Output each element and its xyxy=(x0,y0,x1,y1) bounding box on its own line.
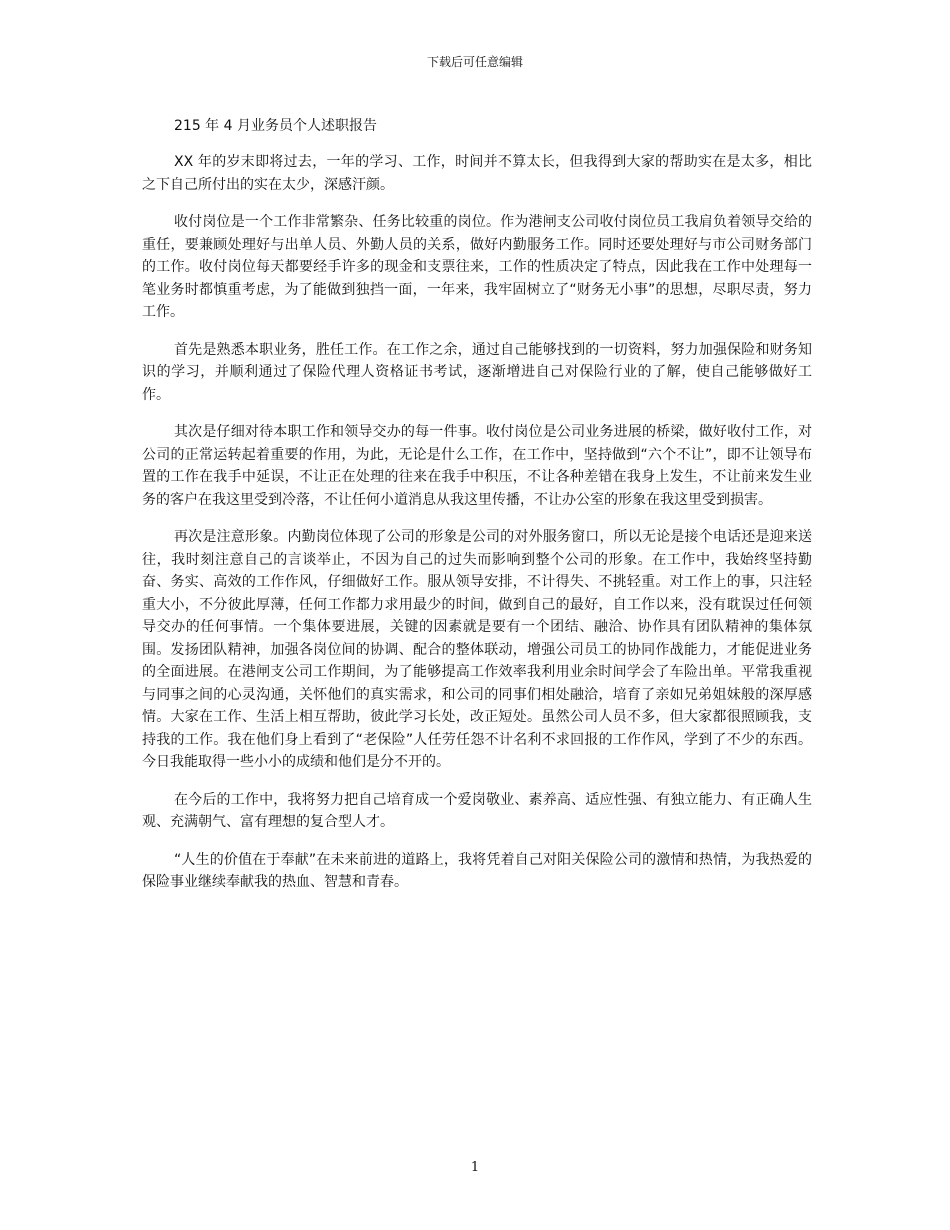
page-number: 1 xyxy=(470,1160,480,1175)
paragraph-3: 首先是熟悉本职业务，胜任工作。在工作之余，通过自己能够找到的一切资料，努力加强保险和财务知识的学习，并顺利通过了保险代理人资格证书考试，逐渐增进自己对保险行业的了解，使自己能够做好工作。 xyxy=(142,341,812,403)
paragraph-6: 在今后的工作中，我将努力把自己培育成一个爱岗敬业、素养高、适应性强、有独立能力、有正确人生观、充满朝气、富有理想的复合型人才。 xyxy=(142,791,812,830)
paragraph-4: 其次是仔细对待本职工作和领导交办的每一件事。收付岗位是公司业务进展的桥梁，做好收付工作，对公司的正常运转起着重要的作用，为此，无论是什么工作，在工作中，坚持做到“六个不让”，即不让领导布置的工作在我手中延误，不让正在处理的往来在我手中积压，不让各种差错在我身上发生，不让前来发生业务的客户在我这里受到冷落，不让任何小道消息从我这里传播，不让办公室的形象在我这里受到损害。 xyxy=(142,424,812,508)
page-header: 下载后可任意编辑 xyxy=(426,55,523,69)
paragraph-1: XX 年的岁末即将过去，一年的学习、工作，时间并不算太长，但我得到大家的帮助实在是太多，相比之下自己所付出的实在太少，深感汗颜。 xyxy=(142,154,812,193)
document-title: 215 年 4 月业务员个人述职报告 xyxy=(174,118,377,134)
document-body xyxy=(142,115,812,909)
paragraph-7: “人生的价值在于奉献”在未来前进的道路上，我将凭着自己对阳关保险公司的激情和热情，为我热爱的保险事业继续奉献我的热血、智慧和青春。 xyxy=(142,851,812,890)
paragraph-2: 收付岗位是一个工作非常繁杂、任务比较重的岗位。作为港闸支公司收付岗位员工我肩负着领导交给的重任，要兼顾处理好与出单人员、外勤人员的关系，做好内勤服务工作。同时还要处理好与市公司财务部门的工作。收付岗位每天都要经手许多的现金和支票往来，工作的性质决定了特点，因此我在工作中处理每一笔业务时都慎重考虑，为了能做到独挡一面，一年来，我牢固树立了“财务无小事”的思想，尽职尽责，努力工作。 xyxy=(142,214,812,320)
paragraph-5: 再次是注意形象。内勤岗位体现了公司的形象是公司的对外服务窗口，所以无论是接个电话还是迎来送往，我时刻注意自己的言谈举止，不因为自己的过失而影响到整个公司的形象。在工作中，我始终坚持勤奋、务实、高效的工作作风，仔细做好工作。服从领导安排，不计得失、不挑轻重。对工作上的事，只注轻重大小，不分彼此厚薄，任何工作都力求用最少的时间，做到自己的最好，自工作以来，没有耽误过任何领导交办的任何事情。一个集体要进展，关键的因素就是要有一个团结、融洽、协作具有团队精神的集体氛围。发扬团队精神，加强各岗位间的协调、配合的整体联动，增强公司员工的协同作战能力，才能促进业务的全面进展。在港闸支公司工作期间，为了能够提高工作效率我利用业余时间学会了车险出单。平常我重视与同事之间的心灵沟通，关怀他们的真实需求，和公司的同事们相处融洽，培育了亲如兄弟姐妹般的深厚感情。大家在工作、生活上相互帮助，彼此学习长处，改正短处。虽然公司人员不多，但大家都很照顾我，支持我的工作。我在他们身上看到了“老保险”人任劳任怨不计名利不求回报的工作作风，学到了不少的东西。今日我能取得一些小小的成绩和他们是分不开的。 xyxy=(142,529,812,770)
